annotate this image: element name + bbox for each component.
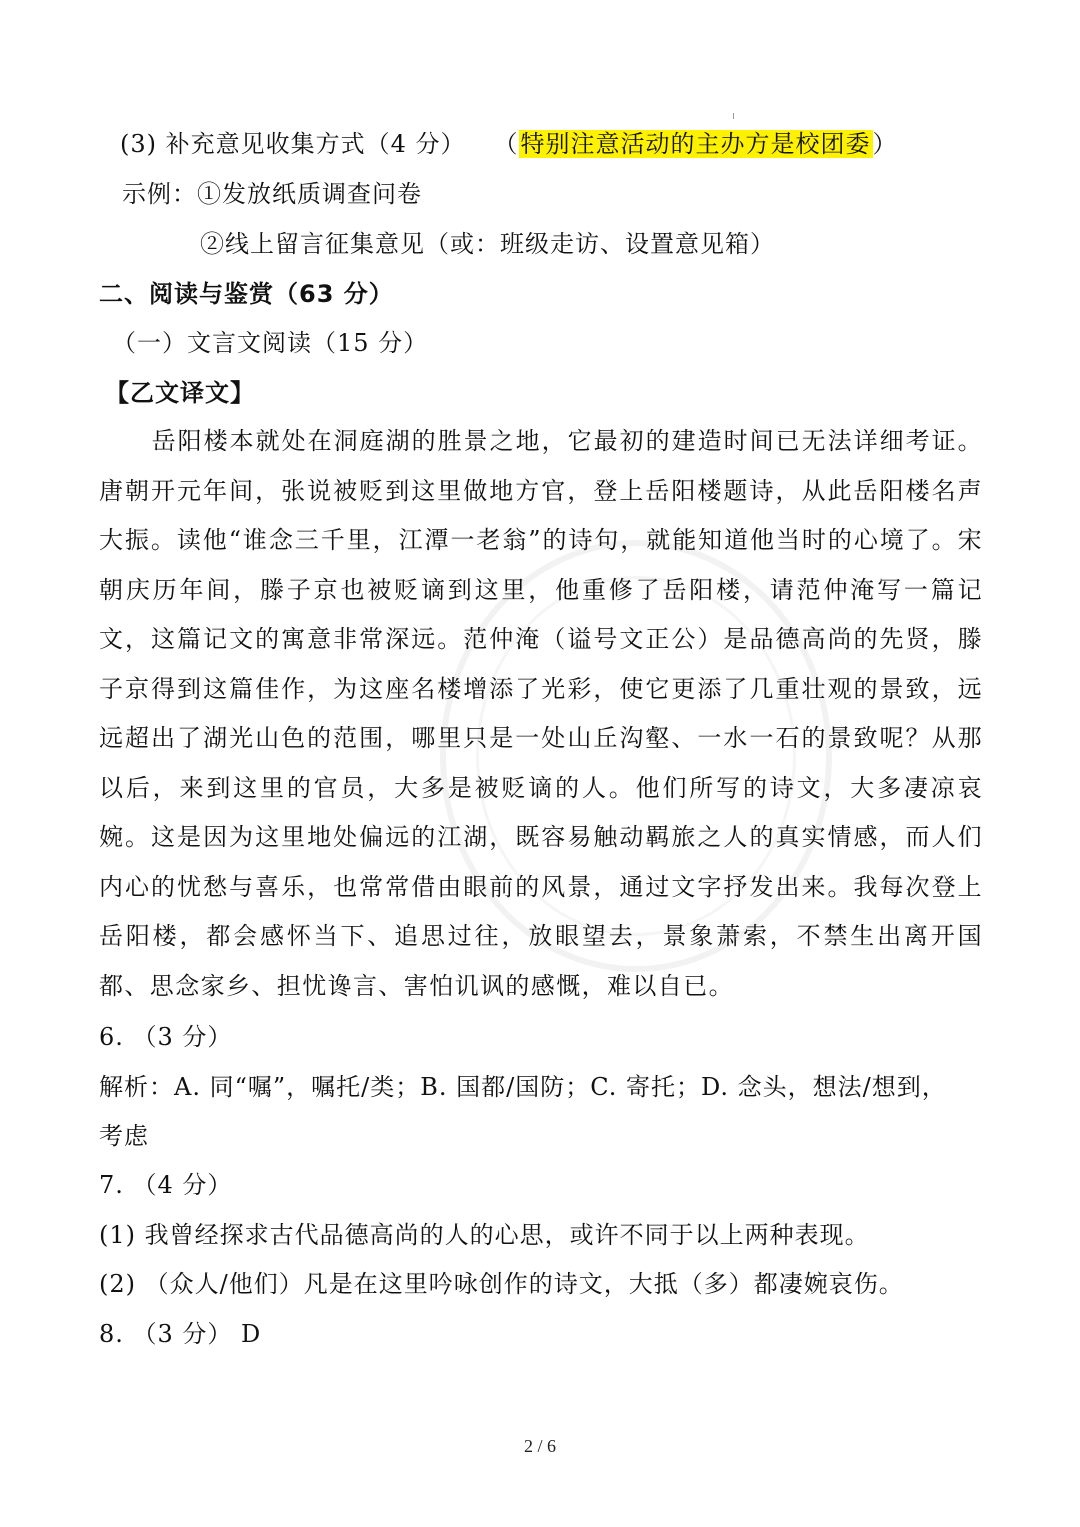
item3-note-open: （ bbox=[493, 130, 519, 158]
q8-line: 8. （3 分） D bbox=[99, 1320, 262, 1348]
q7-label: 7. （4 分） bbox=[99, 1171, 233, 1199]
item3-note-highlight: 特别注意活动的主办方是校团委 bbox=[520, 130, 871, 158]
translation-title: 【乙文译文】 bbox=[105, 379, 255, 407]
section2-title: 二、阅读与鉴赏（63 分） bbox=[99, 280, 394, 308]
q6-analysis-line-2: 考虑 bbox=[99, 1122, 149, 1150]
item3-note-close: ） bbox=[872, 130, 898, 158]
scan-mark bbox=[733, 113, 734, 119]
page-number: 2 / 6 bbox=[523, 1436, 556, 1456]
item3-label: (3) 补充意见收集方式（4 分） bbox=[120, 130, 466, 158]
q7-answer-2: (2) （众人/他们）凡是在这里吟咏创作的诗文，大抵（多）都凄婉哀伤。 bbox=[99, 1270, 904, 1298]
example-line-1: 示例：①发放纸质调查问卷 bbox=[122, 180, 422, 208]
translation-text: 岳阳楼本就处在洞庭湖的胜景之地，它最初的建造时间已无法详细考证。唐朝开元年间，张说被贬到这里做地方官，登上岳阳楼题诗，从此岳阳楼名声大振。读他“谁念三千里，江潭一老翁”的诗句，就能知道他当时的心境了。宋朝庆历年间，滕子京也被贬谪到这里，他重修了岳阳楼，请范仲淹写一篇记文，这篇记文的寓意非常深远。范仲淹（谥号文正公）是品德高尚的先贤，滕子京得到这篇佳作，为这座名楼增添了光彩，使它更添了几重壮观的景致，远远超出了湖光山色的范围，哪里只是一处山丘沟壑、一水一石的景致呢？从那以后，来到这里的官员，大多是被贬谪的人。他们所写的诗文，大多凄凉哀婉。这是因为这里地处偏远的江湖，既容易触动羁旅之人的真实情感，而人们内心的忧愁与喜乐，也常常借由眼前的风景，通过文字抒发出来。我每次登上岳阳楼，都会感怀当下、追思过往，放眼望去，景象萧索，不禁生出离开国都、思念家乡、担忧谗言、害怕讥讽的感慨，难以自已。 bbox=[99, 427, 983, 1000]
q6-analysis-line-1: 解析：A. 同“嘱”，嘱托/类；B. 国都/国防；C. 寄托；D. 念头，想法/想到， bbox=[99, 1073, 947, 1101]
q7-answer-1: (1) 我曾经探求古代品德高尚的人的心思，或许不同于以上两种表现。 bbox=[99, 1221, 870, 1249]
q6-label: 6. （3 分） bbox=[99, 1023, 233, 1051]
section2-sub1: （一）文言文阅读（15 分） bbox=[112, 329, 429, 357]
example-line-2: ②线上留言征集意见（或：班级走访、设置意见箱） bbox=[200, 230, 775, 258]
item3-line bbox=[120, 128, 898, 160]
translation-paragraph bbox=[99, 417, 983, 1011]
